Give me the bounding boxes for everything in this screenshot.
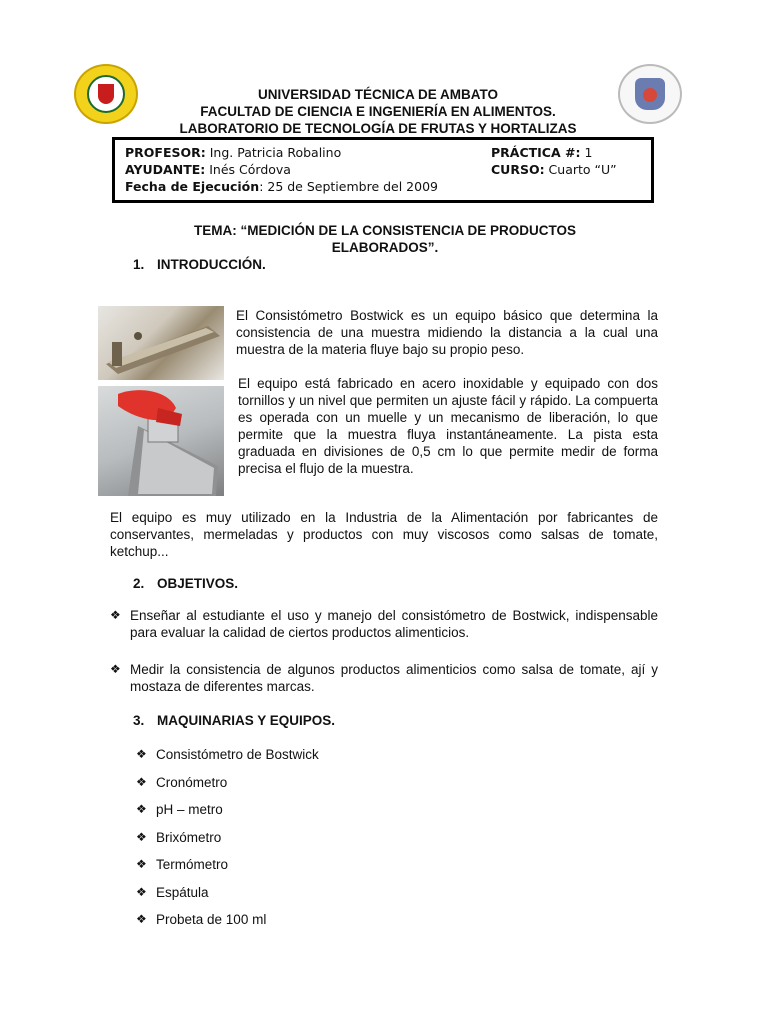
bullet-icon: ❖ bbox=[110, 608, 121, 622]
university-seal-center bbox=[87, 75, 125, 113]
list-item bbox=[136, 911, 319, 939]
section-title: MAQUINARIAS Y EQUIPOS. bbox=[157, 713, 336, 728]
equipment-name: Espátula bbox=[156, 884, 209, 900]
consistometer-in-use-photo bbox=[98, 386, 224, 496]
list-item bbox=[136, 801, 319, 829]
profesor-value: Ing. Patricia Robalino bbox=[205, 145, 342, 160]
intro-paragraph-1: El Consistómetro Bostwick es un equipo básico que determina la consistencia de una muestra midiendo la distancia a la cual una muestra de la materia fluye bajo su propio peso. bbox=[236, 308, 658, 357]
section-title: INTRODUCCIÓN. bbox=[157, 257, 266, 272]
section-objetivos-heading bbox=[133, 576, 238, 591]
bullet-icon: ❖ bbox=[136, 747, 147, 761]
intro-paragraph-2: El equipo está fabricado en acero inoxidable y equipado con dos tornillos y un nivel que permiten un ajuste fácil y rápido. La compuerta es operada con un muelle y un mecanismo de liberación, lo que permite que la muestra fluya instantáneamente. La pista esta graduada en divisiones de 0,5 cm lo que permite medir de forma precisa el flujo de la muestra. bbox=[238, 376, 658, 476]
topic-title bbox=[150, 222, 620, 256]
bostwick-consistometer-photo bbox=[98, 306, 224, 380]
bullet-icon: ❖ bbox=[136, 857, 147, 871]
list-item bbox=[136, 884, 319, 912]
document-header bbox=[140, 86, 616, 137]
section-number: 2. bbox=[133, 576, 145, 591]
curso-label: CURSO: bbox=[491, 162, 545, 177]
bullet-icon: ❖ bbox=[136, 912, 147, 926]
profesor-label: PROFESOR: bbox=[125, 145, 206, 160]
bullet-icon: ❖ bbox=[136, 802, 147, 816]
list-item bbox=[136, 774, 319, 802]
list-item bbox=[136, 829, 319, 857]
objective-text: Enseñar al estudiante el uso y manejo del consistómetro de Bostwick, indispensable para evaluar la calidad de ciertos productos alimenticios. bbox=[130, 608, 658, 640]
laboratory-name: LABORATORIO DE TECNOLOGÍA DE FRUTAS Y HORTALIZAS bbox=[179, 121, 577, 136]
equipment-name: Probeta de 100 ml bbox=[156, 912, 267, 927]
section-equipos-heading bbox=[133, 713, 335, 728]
equipment-name: Termómetro bbox=[156, 857, 229, 872]
practica-value: 1 bbox=[580, 145, 593, 160]
ayudante-label: AYUDANTE: bbox=[125, 162, 206, 177]
bullet-icon: ❖ bbox=[110, 662, 121, 676]
practica-label: PRÁCTICA #: bbox=[491, 145, 581, 160]
consistometer-illustration bbox=[98, 306, 224, 380]
objective-item bbox=[110, 661, 658, 695]
university-logo bbox=[74, 64, 138, 124]
list-item bbox=[136, 856, 319, 884]
topic-line-2: ELABORADOS”. bbox=[331, 240, 439, 255]
equipment-name: Cronómetro bbox=[156, 774, 228, 790]
university-shield-icon bbox=[98, 84, 114, 104]
equipment-list bbox=[136, 746, 319, 939]
faculty-name: FACULTAD DE CIENCIA E INGENIERÍA EN ALIMENTOS. bbox=[200, 104, 556, 119]
list-item bbox=[136, 746, 319, 774]
bullet-icon: ❖ bbox=[136, 829, 147, 844]
objective-text: Medir la consistencia de algunos productos alimenticios como salsa de tomate, ají y mostaza de diferentes marcas. bbox=[130, 662, 658, 694]
topic-line-1: TEMA: “MEDICIÓN DE LA CONSISTENCIA DE PRODUCTOS bbox=[193, 223, 576, 238]
equipment-name: pH – metro bbox=[156, 802, 223, 817]
consistometer-use-illustration bbox=[98, 386, 224, 496]
curso-value: Cuarto “U” bbox=[544, 162, 617, 177]
practice-info-box bbox=[112, 137, 654, 203]
equipment-name: Brixómetro bbox=[156, 829, 222, 845]
fecha-label: Fecha de Ejecución bbox=[125, 179, 260, 194]
bullet-icon: ❖ bbox=[136, 774, 147, 789]
equipment-name: Consistómetro de Bostwick bbox=[156, 747, 319, 762]
objective-item bbox=[110, 607, 658, 641]
bullet-icon: ❖ bbox=[136, 884, 147, 899]
ayudante-value: Inés Córdova bbox=[205, 162, 291, 177]
section-number: 1. bbox=[133, 257, 145, 272]
section-introduccion-heading bbox=[133, 257, 266, 272]
faculty-logo bbox=[618, 64, 682, 124]
faculty-seal-icon bbox=[635, 78, 665, 110]
fecha-value: : 25 de Septiembre del 2009 bbox=[259, 179, 438, 194]
intro-paragraph-3: El equipo es muy utilizado en la Industria de la Alimentación por fabricantes de conservantes, mermeladas y productos con muy viscosos como salsas de tomate, ketchup... bbox=[110, 510, 658, 559]
university-name: UNIVERSIDAD TÉCNICA DE AMBATO bbox=[257, 87, 498, 102]
section-number: 3. bbox=[133, 713, 145, 728]
section-title: OBJETIVOS. bbox=[157, 576, 239, 591]
